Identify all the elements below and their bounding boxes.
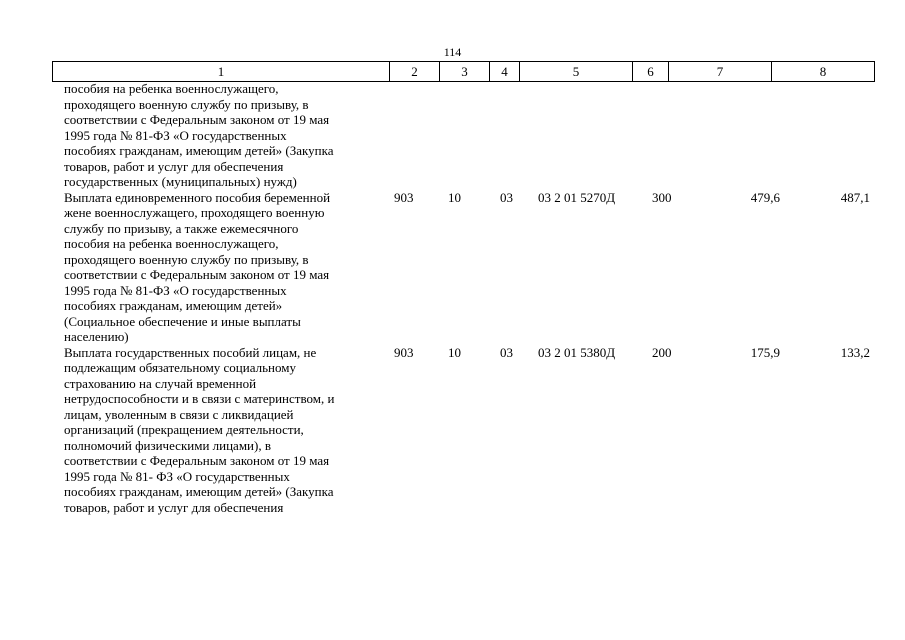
header-col-1: 1 — [53, 62, 390, 82]
cell-section: 10 — [448, 189, 461, 205]
header-col-5: 5 — [520, 62, 633, 82]
header-col-3: 3 — [440, 62, 490, 82]
page-number: 114 — [443, 45, 462, 59]
cell-amount-col8: 487,1 — [840, 189, 870, 205]
row-description: пособия на ребенка военнослужащего, проходящего военную службу по призыву, в соответствии с Федеральным законом от 19 мая 1995 года № 81-ФЗ «О государственных пособиях гражданам, имеющим детей» (Закупка товаров, работ и услуг для обеспечения государственных (муниципальных) нужд) — [64, 81, 334, 189]
row-description: Выплата государственных пособий лицам, не подлежащим обязательному социальному страхованию на случай временной нетрудоспособности и в связи с материнством, и лицам, уволенным в связи с ликвидацией организаций (прекращением деятельности, полномочий физическими лицами), в соответствии с Федеральным законом от 19 мая 1995 года № 81- ФЗ «О государственных пособиях гражданам, имеющим детей» (Закупка товаров, работ и услуг для обеспечения — [64, 344, 335, 515]
cell-subsection: 03 — [500, 189, 513, 205]
cell-ministry-code: 903 — [394, 189, 414, 205]
header-col-8: 8 — [772, 62, 875, 82]
column-header-table — [52, 61, 875, 82]
cell-subsection: 03 — [500, 344, 513, 360]
header-col-4: 4 — [490, 62, 520, 82]
header-row — [53, 62, 875, 82]
table-body — [0, 81, 905, 515]
row-description: Выплата единовременного пособия беременной жене военнослужащего, проходящего военную службу по призыву, а также ежемесячного пособия на ребенка военнослужащего, проходящего военную службу по призыву, в соответствии с Федеральным законом от 19 мая 1995 года № 81-ФЗ «О государственных пособиях гражданам, имеющим детей» (Социальное обеспечение и иные выплаты населению) — [64, 189, 331, 344]
cell-section: 10 — [448, 344, 461, 360]
cell-amount-col7: 175,9 — [750, 344, 780, 360]
header-col-2: 2 — [390, 62, 440, 82]
cell-target-article: 03 2 01 5270Д — [538, 189, 616, 205]
cell-expense-type: 200 — [652, 344, 672, 360]
cell-ministry-code: 903 — [394, 344, 414, 360]
cell-amount-col7: 479,6 — [750, 189, 780, 205]
header-col-7: 7 — [669, 62, 772, 82]
cell-expense-type: 300 — [652, 189, 672, 205]
table-row — [0, 190, 905, 345]
cell-amount-col8: 133,2 — [840, 344, 870, 360]
table-row — [0, 345, 905, 516]
cell-target-article: 03 2 01 5380Д — [538, 344, 616, 360]
table-row — [0, 81, 905, 190]
header-col-6: 6 — [633, 62, 669, 82]
